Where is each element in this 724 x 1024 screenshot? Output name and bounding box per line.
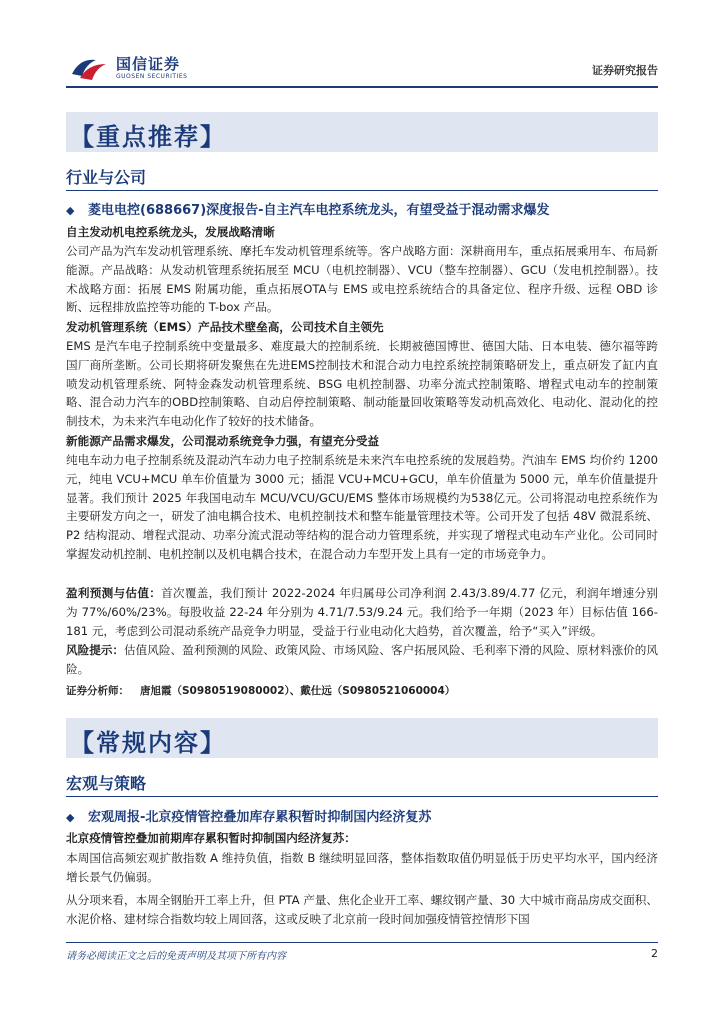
para-forecast: [66, 584, 658, 640]
analyst-line: [66, 682, 658, 701]
forecast-text: 首次覆盖，我们预计 2022-2024 年归属母公司净利润 2.43/3.89/4.77 亿元，利润年增速分别为 77%/60%/23%。每股收益 22-24 年分别为 4.71/7.53/9.24 元。我们给予一年期（2023 年）目标估值 166-181 元，考虑到公司混动系统产品竞争力明显，受益于行业电动化大趋势，首次覆盖，给予“买入”评级。: [66, 586, 658, 638]
diamond-bullet-icon: ◆: [66, 204, 75, 217]
risk-text: 估值风险、盈利预测的风险、政策风险、市场风险、客户拓展风险、毛利率下滑的风险、原材料涨价的风险。: [66, 643, 658, 676]
para-heading: 新能源产品需求爆发，公司混动系统竞争力强，有望充分受益: [66, 434, 380, 448]
logo-en-text: GUOSEN SECURITIES: [116, 72, 188, 80]
subhead-industry: 行业与公司: [66, 168, 147, 187]
section-banner-title: 【常规内容】: [70, 729, 226, 757]
company-logo: [70, 54, 187, 82]
subhead-macro: 宏观与策略: [66, 774, 147, 793]
para-heading: 北京疫情管控叠加前期库存累积暂时抑制国内经济复苏：: [66, 831, 356, 845]
section-banner-title: 【重点推荐】: [70, 123, 226, 151]
footer-divider: [66, 942, 658, 943]
risk-label: 风险提示：: [66, 643, 125, 657]
section-banner-key: [66, 112, 658, 152]
article-title-2-text: 宏观周报-北京疫情管控叠加库存累积暂时抑制国内经济复苏: [88, 810, 432, 825]
page-number: 2: [651, 947, 658, 960]
article-title-2[interactable]: [66, 806, 658, 825]
diamond-bullet-icon: ◆: [66, 811, 75, 824]
logo-cn-text: 国信证券: [116, 54, 181, 73]
analyst-names: 唐旭霞（S0980519080002）、戴仕远（S0980521060004）: [139, 685, 456, 697]
para-heading: 发动机管理系统（EMS）产品技术壁垒高，公司技术自主领先: [66, 320, 384, 334]
page-header: [0, 0, 724, 92]
article-title-1[interactable]: [66, 199, 658, 218]
forecast-label: 盈利预测与估值：: [66, 586, 162, 600]
para-body: 公司产品为汽车发动机管理系统、摩托车发动机管理系统等。客户战略方面：深耕商用车，重点拓展乘用车、布局新能源。产品战略：从发动机管理系统拓展至 MCU（电机控制器）、VCU（整车控制器）、GCU（发电机控制器）。技术战略方面：拓展 EMS 附属功能，重点拓展OTA与 EMS 或电控系统结合的具备定位、程序升级、远程 OBD 诊断、远程排放监控等功能的 T-box 产品。: [66, 244, 658, 315]
disclaimer-note: 请务必阅读正文之后的免责声明及其项下所有内容: [66, 951, 286, 962]
analyst-label: 证券分析师：: [66, 685, 129, 697]
para-risk: [66, 641, 658, 679]
subhead-divider: [66, 796, 658, 797]
section-banner-regular: [66, 718, 658, 758]
para-body: 纯电车动力电子控制系统及混动汽车动力电子控制系统是未来汽车电控系统的发展趋势。汽油车 EMS 均价约 1200 元，纯电 VCU+MCU 单车价值量为 3000 元；插混 VCU+MCU+GCU，单车价值量为 5000 元，单车价值量提升显著。我们预计 2025 年我国电动车 MCU/VCU/GCU/EMS 整体市场规模约为538亿元。公司将混动电控系统作为主要研发方向之一，研发了油电耦合技术、电机控制技术和整车能量管理技术等。公司开发了包括 48V 微混系统、P2 结构混动、增程式混动、功率分流式混动等结构的混合动力管理系统，并实现了增程式电动车产业化。公司同时掌握发动机控制、电机控制以及机电耦合技术，在混合动力车型开发上具有一定的市场竞争力。: [66, 453, 658, 561]
header-divider: [66, 86, 658, 88]
article-title-1-text: 菱电电控(688667)深度报告-自主汽车电控系统龙头，有望受益于混动需求爆发: [88, 203, 550, 218]
guosen-logo-icon: [70, 54, 110, 82]
para-body: 本周国信高频宏观扩散指数 A 维持负值，指数 B 继续明显回落，整体指数取值仍明显低于历史平均水平，国内经济增长景气仍偏弱。: [66, 851, 658, 884]
report-type-label: 证券研究报告: [592, 64, 658, 77]
subhead-divider: [66, 190, 658, 191]
para-heading: 自主发动机电控系统龙头，发展战略清晰: [66, 225, 275, 239]
para-body: EMS 是汽车电子控制系统中变量最多、难度最大的控制系统．长期被德国博世、德国大陆、日本电装、德尔福等跨国厂商所垄断。公司长期将研发聚焦在先进EMS控制技术和混合动力电控系统控制策略研发上，重点研发了缸内直喷发动机管理系统、阿特金森发动机管理系统、BSG 电机控制器、功率分流式控制策略、增程式电动车的控制策略、混合动力汽车的OBD控制策略、自动启停控制策略、制动能量回收策略等发动机高效化、电动化、混动化的控制技术，为未来汽车电动化作了较好的技术储备。: [66, 339, 658, 429]
para-body: 从分项来看，本周全钢胎开工率上升，但 PTA 产量、焦化企业开工率、螺纹钢产量、30 大中城市商品房成交面积、水泥价格、建材综合指数均较上周回落，这或反映了北京前一段时间加强疫情管控情形下国: [66, 893, 658, 926]
